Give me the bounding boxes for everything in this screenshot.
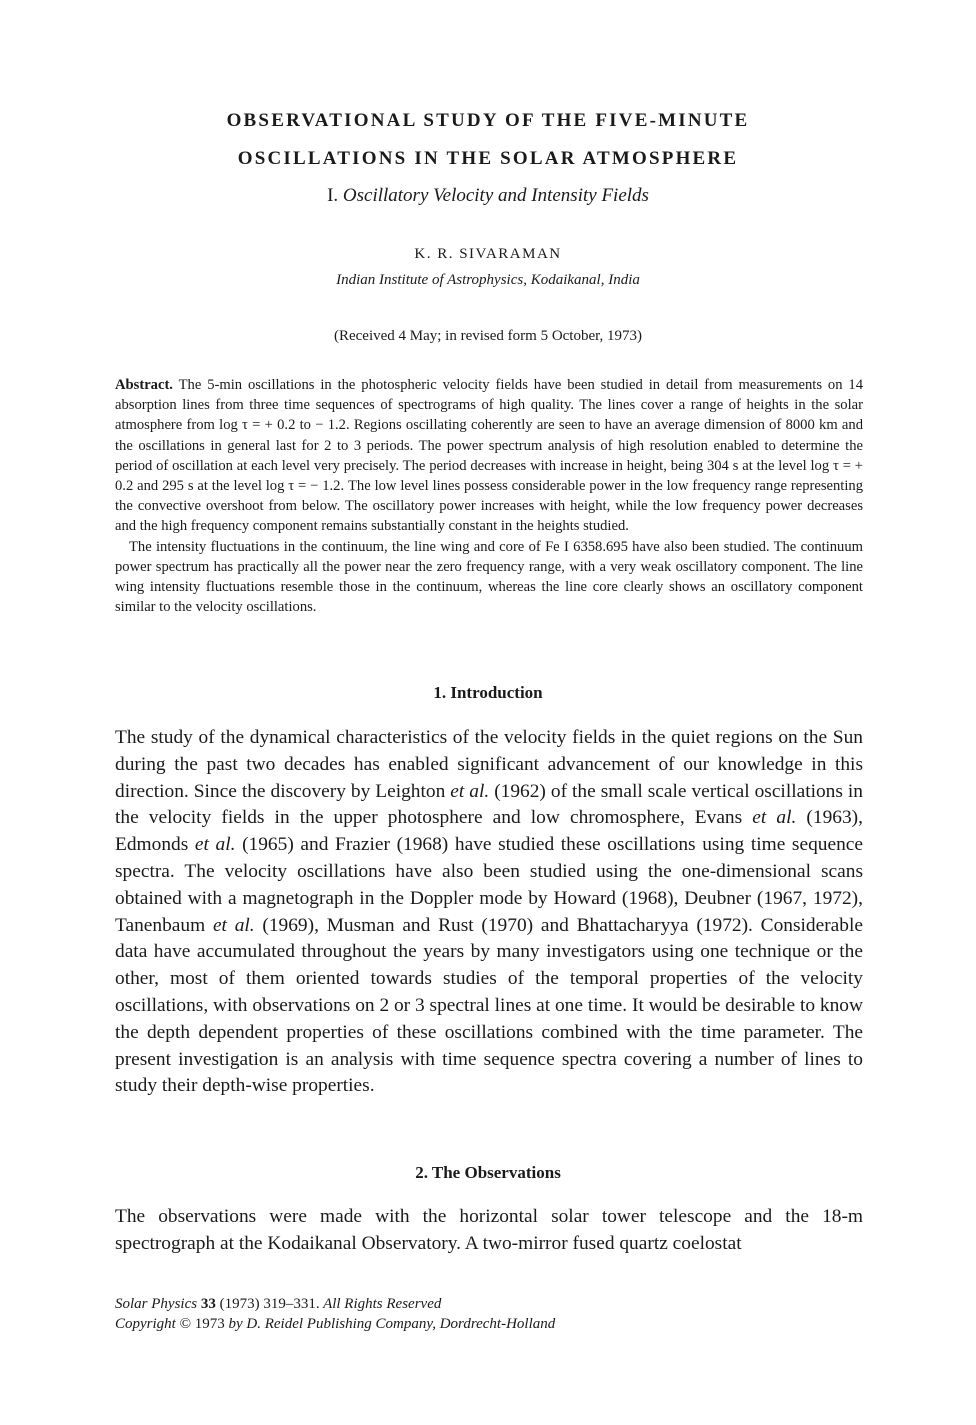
abstract-text-1: The 5-min oscillations in the photospheric velocity fields have been studied in detail from measurements on 14 absorption lines from three time sequences of spectrograms of high quality. The lines cover a range of heights in the solar atmosphere from log τ = + 0.2 to − 1.2. Regions oscillating coherently are seen to have an average dimension of 8000 km and the oscillations in general last for 2 to 3 periods. The power spectrum analysis of high resolution enabled to determine the period of oscillation at each level very precisely. The period decreases with increase in height, being 304 s at the level log τ = + 0.2 and 295 s at the level log τ = − 1.2. The low level lines possess considerable power in the low frequency range representing the convective overshoot from below. The oscillatory power increases with height, while the low frequency power decreases and the high frequency component remains substantially constant in the heights studied. (115, 377, 864, 535)
observations-paragraph: The observations were made with the horizontal solar tower telescope and the 18-m spectrograph at the Kodaikanal Observatory. A two-mirror fused quartz coelostat (115, 1206, 863, 1254)
rights-text: All Rights Reserved (323, 1296, 442, 1312)
copyright-line (115, 1314, 555, 1334)
title-line-2: OSCILLATIONS IN THE SOLAR ATMOSPHERE (237, 148, 739, 169)
subtitle-number: I. (327, 185, 339, 206)
publisher-text: by D. Reidel Publishing Company, Dordrecht-Holland (228, 1316, 556, 1332)
paper-title (0, 102, 976, 178)
abstract-paragraph-2: The intensity fluctuations in the continuum, the line wing and core of Fe I 6358.695 have also been studied. The continuum power spectrum has practically all the power near the zero frequency range, with a very weak oscillatory component. The line wing intensity fluctuations resemble those in the continuum, whereas the line core clearly shows an oscillatory component similar to the velocity oscillations. (115, 538, 863, 616)
journal-details: (1973) 319–331. (219, 1296, 320, 1312)
copyright-symbol: © (179, 1316, 191, 1332)
copyright-year: 1973 (194, 1316, 225, 1332)
observations-body (115, 1204, 863, 1258)
journal-volume: 33 (200, 1296, 216, 1312)
paper-subtitle (0, 183, 976, 209)
citation-line (115, 1294, 555, 1314)
introduction-body (115, 725, 863, 1100)
author-name: K. R. SIVARAMAN (414, 246, 562, 262)
received-dates: (Received 4 May; in revised form 5 October, 1973) (333, 328, 643, 344)
section-heading-introduction: 1. Introduction (433, 683, 543, 702)
title-line-1: OBSERVATIONAL STUDY OF THE FIVE-MINUTE (226, 110, 750, 131)
author-affiliation: Indian Institute of Astrophysics, Kodaikanal, India (336, 272, 640, 288)
subtitle-text: Oscillatory Velocity and Intensity Fields (342, 185, 649, 206)
abstract (115, 375, 863, 617)
introduction-paragraph: The study of the dynamical characteristics of the velocity fields in the quiet regions on the Sun during the past two decades has enabled significant advancement of our knowledge in this direction. Since the discovery by Leighton et al. (1962) of the small scale vertical oscillations in the velocity fields in the upper photosphere and low chromosphere, Evans et al. (1963), Edmonds et al. (1965) and Frazier (1968) have studied these oscillations using time sequence spectra. The velocity oscillations have also been studied using the one-dimensional scans obtained with a magnetograph in the Doppler mode by Howard (1968), Deubner (1967, 1972), Tanenbaum et al. (1969), Musman and Rust (1970) and Bhattacharyya (1972). Considerable data have accumulated throughout the years by many investigators using one technique or the other, most of them oriented towards studies of the temporal properties of the velocity oscillations, with observations on 2 or 3 spectral lines at one time. It would be desirable to know the depth dependent properties of these oscillations combined with the time parameter. The present investigation is an analysis with time sequence spectra covering a number of lines to study their depth-wise properties. (115, 727, 864, 1097)
journal-name: Solar Physics (115, 1296, 198, 1312)
section-heading-observations: 2. The Observations (415, 1163, 561, 1182)
abstract-label: Abstract. (115, 377, 173, 393)
abstract-paragraph-1 (115, 375, 863, 537)
copyright-word: Copyright (115, 1316, 176, 1332)
page-footer (115, 1294, 555, 1334)
